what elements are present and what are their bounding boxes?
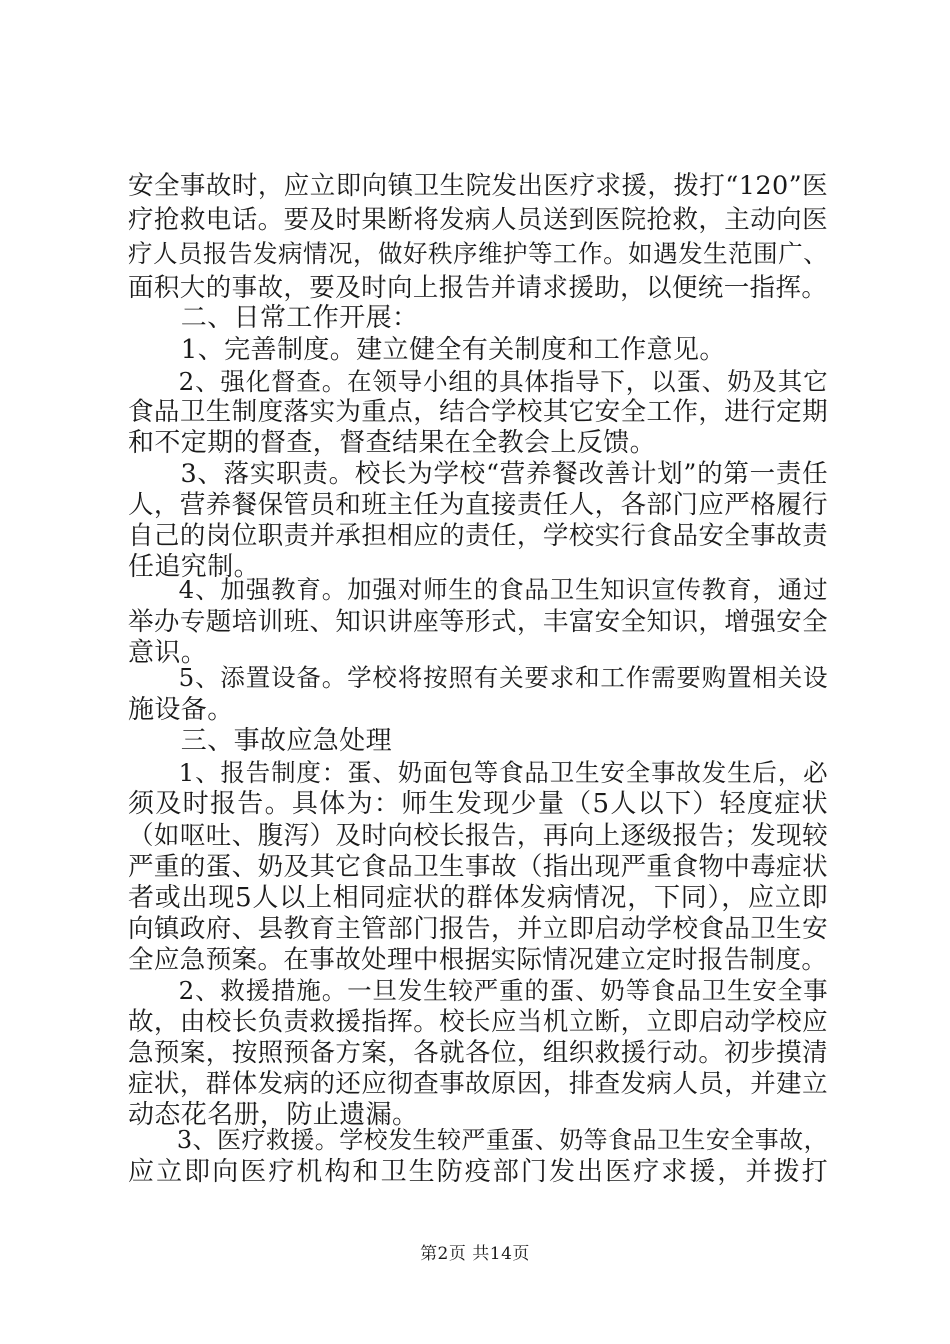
text-line: 2、强化督查。在领导小组的具体指导下，以蛋、奶及其它 bbox=[128, 367, 828, 396]
text-line: 人，营养餐保管员和班主任为直接责任人，各部门应严格履行 bbox=[128, 490, 828, 520]
text-line: 1、报告制度：蛋、奶面包等食品卫生安全事故发生后，必 bbox=[128, 758, 828, 787]
text-line: 安全事故时，应立即向镇卫生院发出医疗求援，拨打“120”医 bbox=[128, 171, 828, 201]
text-line: 意识。 bbox=[128, 638, 208, 668]
text-line: 动态花名册，防止遗漏。 bbox=[128, 1100, 419, 1130]
text-line: 4、加强教育。加强对师生的食品卫生知识宣传教育，通过 bbox=[128, 575, 828, 604]
text-line: 应立即向医疗机构和卫生防疫部门发出医疗求援，并拨打 bbox=[128, 1157, 828, 1187]
text-line: 食品卫生制度落实为重点，结合学校其它安全工作，进行定期 bbox=[128, 397, 828, 427]
text-line: 向镇政府、县教育主管部门报告，并立即启动学校食品卫生安 bbox=[128, 914, 828, 944]
text-line: 1、完善制度。建立健全有关制度和工作意见。 bbox=[128, 335, 726, 365]
text-line: 和不定期的督查，督查结果在全教会上反馈。 bbox=[128, 428, 657, 458]
text-line: 全应急预案。在事故处理中根据实际情况建立定时报告制度。 bbox=[128, 945, 828, 975]
section-heading: 三、事故应急处理 bbox=[128, 726, 393, 756]
text-line: 3、落实职责。校长为学校“营养餐改善计划”的第一责任 bbox=[128, 459, 828, 489]
text-line: 举办专题培训班、知识讲座等形式，丰富安全知识，增强安全 bbox=[128, 607, 828, 637]
text-line: 急预案，按照预备方案，各就各位，组织救援行动。初步摸清 bbox=[128, 1038, 828, 1068]
text-line: 3、医疗救援。学校发生较严重蛋、奶等食品卫生安全事故， bbox=[128, 1126, 828, 1154]
text-line: 2、救援措施。一旦发生较严重的蛋、奶等食品卫生安全事 bbox=[128, 976, 828, 1005]
text-line: 任追究制。 bbox=[128, 552, 261, 582]
page-number: 第2页 共14页 bbox=[420, 1244, 530, 1264]
text-line: （如呕吐、腹泻）及时向校长报告，再向上逐级报告；发现较 bbox=[128, 821, 828, 851]
text-line: 症状，群体发病的还应彻查事故原因，排查发病人员，并建立 bbox=[128, 1069, 828, 1099]
text-line: 故，由校长负责救援指挥。校长应当机立断，立即启动学校应 bbox=[128, 1007, 828, 1037]
text-line: 自己的岗位职责并承担相应的责任，学校实行食品安全事故责 bbox=[128, 521, 828, 551]
text-line: 严重的蛋、奶及其它食品卫生事故（指出现严重食物中毒症状 bbox=[128, 852, 828, 882]
text-line: 5、添置设备。学校将按照有关要求和工作需要购置相关设 bbox=[128, 663, 828, 692]
text-line: 者或出现5人以上相同症状的群体发病情况，下同），应立即 bbox=[128, 883, 828, 913]
text-line: 疗人员报告发病情况，做好秩序维护等工作。如遇发生范围广、 bbox=[128, 239, 828, 268]
section-heading: 二、日常工作开展： bbox=[128, 303, 419, 333]
text-line: 疗抢救电话。要及时果断将发病人员送到医院抢救，主动向医 bbox=[128, 205, 828, 235]
text-line: 须及时报告。具体为：师生发现少量（5人以下）轻度症状 bbox=[128, 789, 828, 819]
text-line: 施设备。 bbox=[128, 695, 234, 725]
text-line: 面积大的事故，要及时向上报告并请求援助，以便统一指挥。 bbox=[128, 273, 828, 303]
